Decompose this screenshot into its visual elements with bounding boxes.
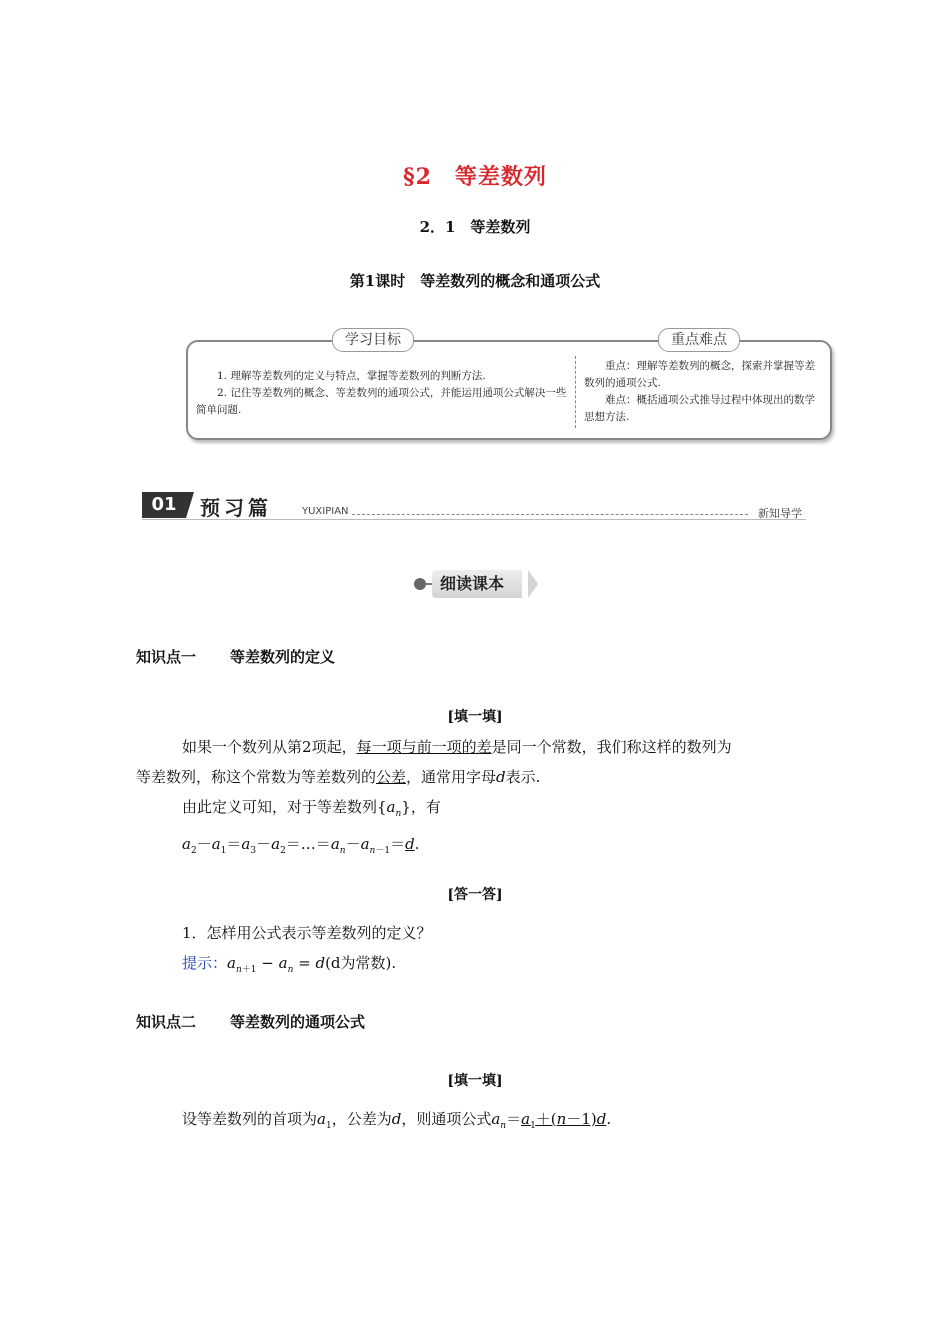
blank-answer: 公差 — [376, 768, 407, 786]
kp1-label: 知识点一 — [136, 648, 197, 666]
banner-pinyin: YUXIPIAN — [302, 506, 349, 517]
banner-underline — [142, 519, 806, 520]
learning-goals-badge: 学习目标 — [332, 328, 414, 352]
kp1-hint: 提示：$a_{n+1} - a_n = d(d$为常数). — [182, 954, 397, 975]
kp1-title: 等差数列的定义 — [230, 648, 336, 666]
kp1-heading — [136, 646, 335, 667]
key-point: 重点：理解等差数列的概念，探索并掌握等差数列的通项公式. — [584, 360, 815, 389]
kp1-fill-tag: [填一填] — [447, 709, 503, 725]
hint-label: 提示： — [182, 954, 228, 972]
bullet-dot-icon — [414, 578, 426, 590]
lesson-title: 第1课时 等差数列的概念和通项公式 — [349, 272, 601, 290]
kp1-answer-tag: [答一答] — [447, 887, 503, 903]
kp1-question: 1．怎样用公式表示等差数列的定义？ — [182, 924, 432, 942]
banner-subtitle: 新知导学 — [758, 507, 802, 520]
read-textbook-label: 细读课本 — [432, 570, 522, 598]
goal-1: 1. 理解等差数列的定义与特点，掌握等差数列的判断方法. — [217, 370, 486, 382]
blank-answer: $a_1+(n-1)d$ — [521, 1110, 607, 1131]
banner-dashed-line — [352, 514, 748, 515]
key-difficulty-badge: 重点难点 — [658, 328, 740, 352]
label-arrow-icon — [528, 570, 538, 598]
key-points — [584, 358, 816, 426]
kp1-definition: 如果一个数列从第2项起，每一项与前一项的差是同一个常数，我们称这样的数列为 等差数列，称这个常数为等差数列的公差，通常用字母d表示. 由此定义可知，对于等差数列$\{a_n\}$，有 $a_2-a_1=a_3-a_2=\dots=a_n-a_{n-1}=d$. — [136, 732, 816, 866]
banner-title: 预习篇 — [200, 496, 272, 520]
blank-answer: 每一项与前一项的差 — [356, 738, 492, 756]
section-title: 2．1 等差数列 — [419, 218, 531, 236]
kp2-title: 等差数列的通项公式 — [230, 1013, 366, 1031]
kp2-formula: 设等差数列的首项为$a_1$，公差为d，则通项公式$a_n=a_1+(n-1)d$. — [182, 1110, 612, 1131]
kp2-fill-tag: [填一填] — [447, 1073, 503, 1089]
learning-goals — [196, 368, 568, 419]
difficulty-point: 难点：概括通项公式推导过程中体现出的数学思想方法. — [584, 394, 815, 423]
chapter-title: §2 等差数列 — [403, 164, 547, 190]
difference-formula: $a_2-a_1=a_3-a_2=\dots=a_n-a_{n-1}=d$. — [182, 835, 420, 856]
goal-2: 2. 记住等差数列的概念、等差数列的通项公式，并能运用通项公式解决一些简单问题. — [196, 387, 567, 416]
objectives-divider — [575, 356, 576, 428]
banner-decoration — [186, 492, 194, 518]
banner-number: 01 — [142, 492, 186, 518]
kp2-label: 知识点二 — [136, 1013, 197, 1031]
kp2-heading — [136, 1011, 365, 1032]
